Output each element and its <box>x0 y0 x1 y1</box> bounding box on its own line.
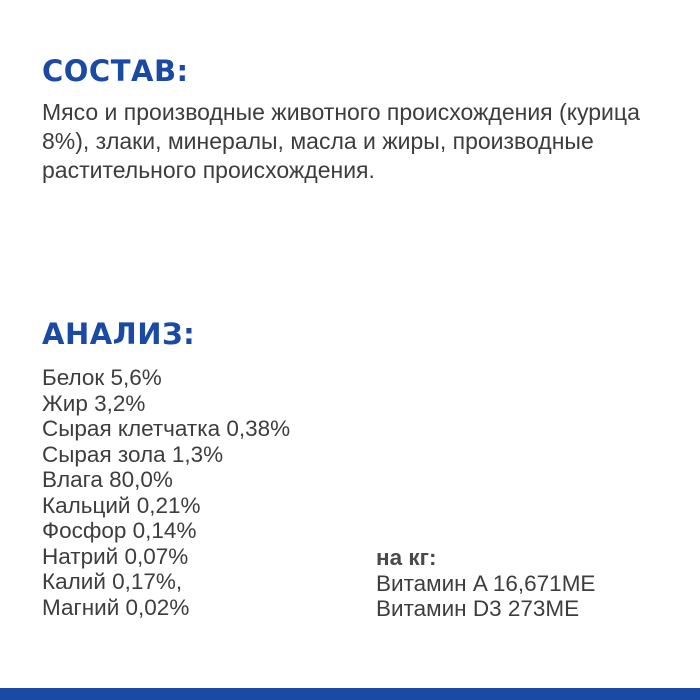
analysis-item-phosphorus: Фосфор 0,14% <box>42 518 197 543</box>
analysis-item-protein: Белок 5,6% <box>42 365 162 390</box>
per-kg-list <box>376 571 595 622</box>
analysis-heading: АНАЛИЗ: <box>42 317 196 351</box>
footer-bar <box>0 688 700 700</box>
per-kg-section <box>376 545 595 622</box>
analysis-item-calcium: Кальций 0,21% <box>42 492 201 518</box>
analysis-item-ash: Сырая зола 1,3% <box>42 441 224 467</box>
analysis-list <box>42 365 290 620</box>
analysis-item-sodium: Натрий 0,07% <box>42 543 189 569</box>
per-kg-item-vitamin-d3: Витамин D3 273МЕ <box>376 596 580 621</box>
analysis-item-potassium: Калий 0,17%, <box>42 569 183 594</box>
analysis-item-magnesium: Магний 0,02% <box>42 594 190 620</box>
composition-heading: СОСТАВ: <box>42 54 189 88</box>
analysis-item-moisture: Влага 80,0% <box>42 467 173 492</box>
composition-text: Мясо и производные животного происхождения (курица 8%), злаки, минералы, масла и жиры, производные растительного происхождения. <box>42 99 640 183</box>
per-kg-title: на кг: <box>376 545 437 570</box>
analysis-item-fat: Жир 3,2% <box>42 390 146 416</box>
analysis-item-fiber: Сырая клетчатка 0,38% <box>42 416 291 441</box>
per-kg-item-vitamin-a: Витамин A 16,671МЕ <box>376 570 596 596</box>
